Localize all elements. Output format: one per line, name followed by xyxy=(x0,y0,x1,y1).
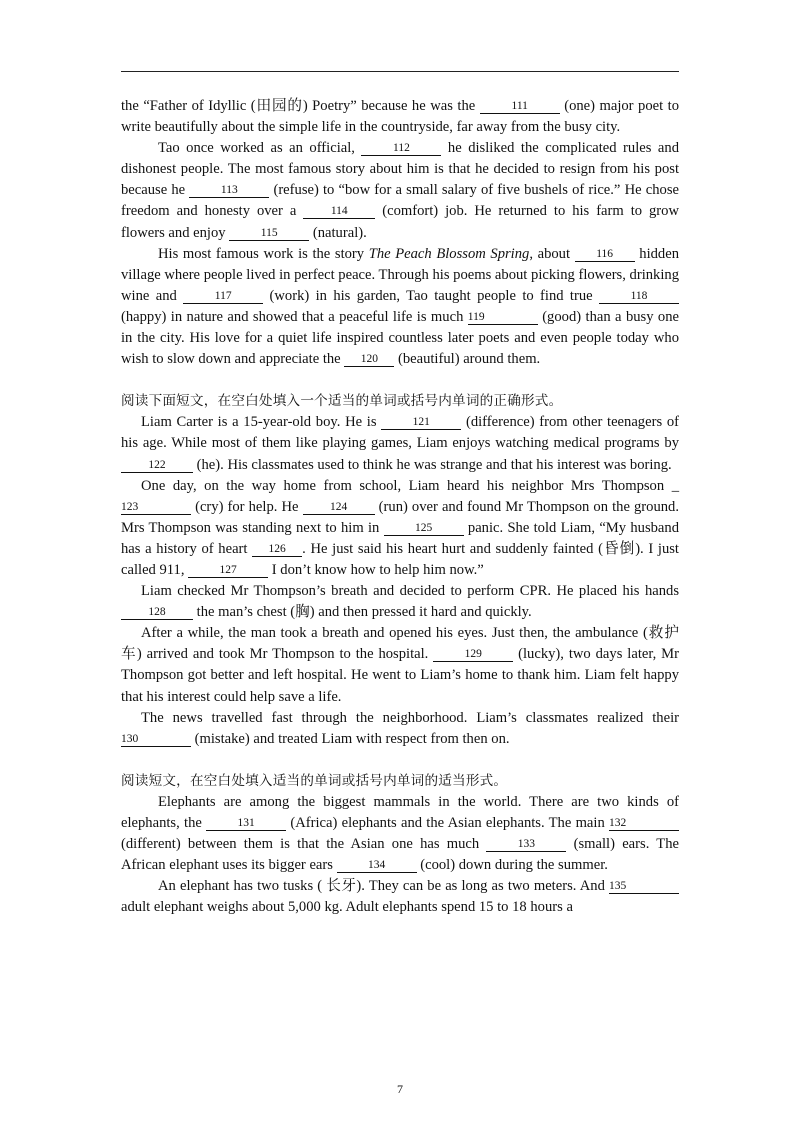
blank-111[interactable]: 111 xyxy=(480,99,560,114)
text: (different) between them is that the Asian one has much xyxy=(121,836,487,853)
text: Tao once worked as an official, xyxy=(158,140,362,157)
blank-125[interactable]: 125 xyxy=(384,521,464,536)
worksheet-body xyxy=(121,96,679,918)
text: (Africa) elephants and the Asian elephants. The main xyxy=(286,815,609,831)
text: panic. She told Liam, “My husband has a history of heart xyxy=(121,519,679,557)
blank-126[interactable]: 126 xyxy=(252,542,302,557)
text: the “Father of Idyllic (田园的) Poetry” because he was the xyxy=(121,98,480,114)
text: One day, on the way home from school, Liam heard his neighbor Mrs Thompson _ xyxy=(141,477,679,494)
text: (cool) down during the summer. xyxy=(416,857,608,874)
blank-115[interactable]: 115 xyxy=(229,226,309,241)
blank-116[interactable]: 116 xyxy=(575,247,635,262)
blank-134[interactable]: 134 xyxy=(337,858,417,873)
text: His most famous work is the story xyxy=(158,245,369,262)
paragraph-s1-p1 xyxy=(121,96,679,138)
text: After a while, the man took a breath and opened his eyes. Just then, the ambulance (救护车) arrived and took Mr Thompson to the hospital. xyxy=(121,625,679,663)
text: (good) than a busy one in the city. His love for a quiet life inspired countless later poets and even people today who wish to slow down and appreciate the xyxy=(121,308,679,368)
text: I don’t know how to help him now.” xyxy=(268,561,484,578)
text: (one) major poet to write beautifully about the simple life in the countryside, far away from the busy city. xyxy=(121,98,679,136)
text: . He just said his heart hurt and suddenly fainted (昏倒). I just called 911, xyxy=(121,540,679,578)
text: (difference) from other teenagers of his age. While most of them like playing games, Liam enjoys watching medical programs by xyxy=(121,414,679,452)
blank-122[interactable]: 122 xyxy=(121,458,193,473)
spacer xyxy=(121,750,679,771)
text: (beautiful) around them. xyxy=(394,351,541,368)
blank-132[interactable]: 132 xyxy=(609,816,679,831)
page-number: 7 xyxy=(397,1082,403,1096)
text: (comfort) job. He returned to his farm to grow flowers and enjoy xyxy=(121,203,679,241)
text: (cry) for help. He xyxy=(191,498,303,515)
paragraph-s2-p2 xyxy=(121,476,679,581)
text: the man’s chest (胸) and then pressed it hard and quickly. xyxy=(193,604,532,621)
paragraph-s2-p5 xyxy=(121,708,679,750)
paragraph-s2-p1 xyxy=(121,412,679,475)
blank-128[interactable]: 128 xyxy=(121,605,193,620)
text: hidden village where people lived in perfect peace. Through his poems about picking flowers, drinking wine and xyxy=(121,245,679,304)
text: (lucky), two days later, Mr Thompson got better and left hospital. He went to Liam’s home to thank him. Liam felt happy that his interest could help save a life. xyxy=(121,646,680,705)
text: he disliked the complicated rules and dishonest people. The most famous story about him is that he decided to resign from his post because he xyxy=(121,140,679,199)
blank-112[interactable]: 112 xyxy=(361,141,441,156)
blank-130[interactable]: 130 xyxy=(121,732,191,747)
blank-114[interactable]: 114 xyxy=(303,204,375,219)
text: (small) ears. The African elephant uses its bigger ears xyxy=(121,836,679,874)
paragraph-s2-p4 xyxy=(121,623,679,707)
text: An elephant has two tusks ( 长牙). They can be as long as two meters. And xyxy=(158,878,609,895)
blank-135[interactable]: 135 xyxy=(609,879,679,894)
text: (run) over and found Mr Thompson on the ground. Mrs Thompson was standing next to him in xyxy=(121,498,679,536)
blank-123[interactable]: 123 xyxy=(121,500,191,515)
story-title: The Peach Blossom Spring xyxy=(368,245,530,262)
blank-117[interactable]: 117 xyxy=(183,289,263,304)
blank-131[interactable]: 131 xyxy=(206,816,286,831)
paragraph-s1-p2 xyxy=(121,138,679,243)
blank-129[interactable]: 129 xyxy=(433,647,513,662)
text: (mistake) and treated Liam with respect from then on. xyxy=(191,730,510,747)
text: (refuse) to “bow for a small salary of five bushels of rice.” He chose freedom and honesty over a xyxy=(121,182,679,220)
blank-118[interactable]: 118 xyxy=(599,289,679,304)
blank-113[interactable]: 113 xyxy=(189,183,269,198)
paragraph-s2-p3 xyxy=(121,581,679,623)
header-rule xyxy=(121,71,679,72)
text: Liam checked Mr Thompson’s breath and decided to perform CPR. He placed his hands xyxy=(141,583,679,600)
paragraph-s1-p3 xyxy=(121,244,679,371)
text: adult elephant weighs about 5,000 kg. Adult elephants spend 15 to 18 hours a xyxy=(121,899,573,916)
text: Elephants are among the biggest mammals in the world. There are two kinds of elephants, the xyxy=(121,793,679,831)
blank-121[interactable]: 121 xyxy=(381,415,461,430)
blank-120[interactable]: 120 xyxy=(344,352,394,367)
paragraph-s3-p1 xyxy=(121,792,679,876)
blank-133[interactable]: 133 xyxy=(486,837,566,852)
paragraph-s3-p2 xyxy=(121,876,679,918)
text: , about xyxy=(529,245,575,262)
spacer xyxy=(121,370,679,391)
blank-127[interactable]: 127 xyxy=(188,563,268,578)
section-3-instructions: 阅读短文，在空白处填入适当的单词或括号内单词的适当形式。 xyxy=(121,772,508,789)
text: The news travelled fast through the neighborhood. Liam’s classmates realized their xyxy=(141,709,679,726)
text: (work) in his garden, Tao taught people to find true xyxy=(263,287,599,304)
text: (he). His classmates used to think he was strange and that his interest was boring. xyxy=(193,456,672,473)
section-2-instructions: 阅读下面短文，在空白处填入一个适当的单词或括号内单词的正确形式。 xyxy=(121,393,563,410)
blank-119[interactable]: 119 xyxy=(468,310,538,325)
text: Liam Carter is a 15-year-old boy. He is xyxy=(141,414,382,431)
blank-124[interactable]: 124 xyxy=(303,500,375,515)
text: (natural). xyxy=(309,224,367,241)
text: (happy) in nature and showed that a peaceful life is much xyxy=(121,308,468,325)
